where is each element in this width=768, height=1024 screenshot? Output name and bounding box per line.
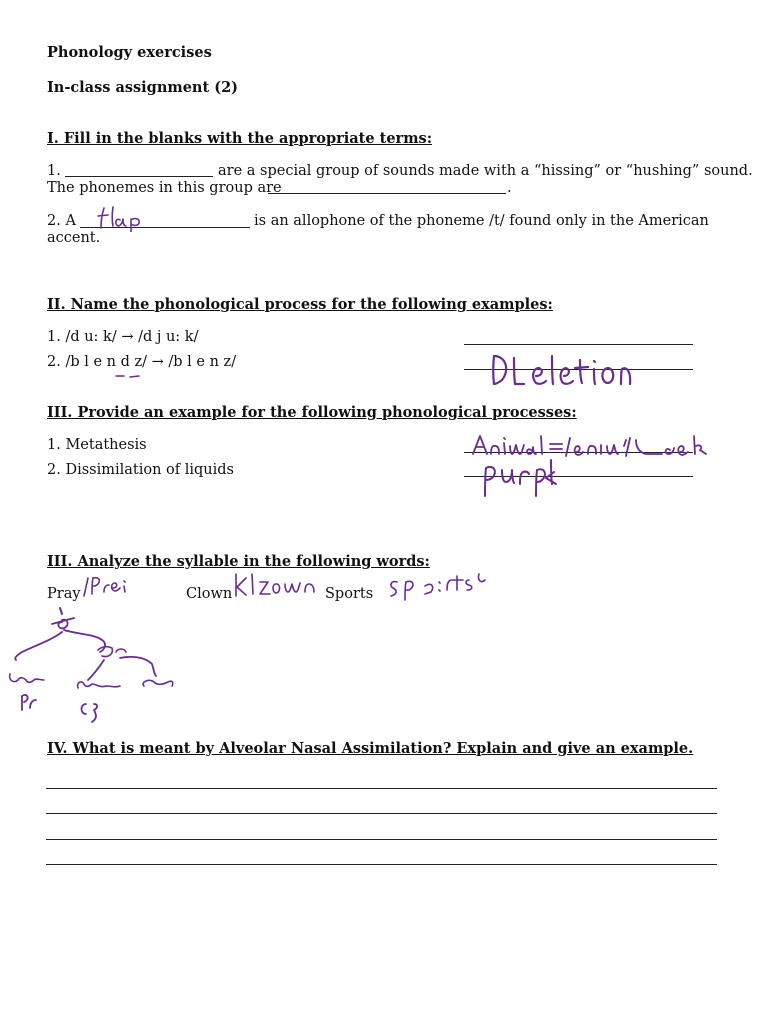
q2-blank[interactable]: [80, 227, 250, 228]
section-3-blank-2[interactable]: [464, 476, 693, 477]
q1-blank-phonemes[interactable]: [268, 193, 506, 194]
answer-line-1[interactable]: [46, 788, 717, 789]
q2-text: is an allophone of the phoneme /t/ found only in the American: [254, 213, 709, 229]
word-pray: Pray: [47, 586, 81, 602]
page-subtitle: In-class assignment (2): [47, 79, 239, 96]
word-pray-handwritten-answer: [82, 574, 132, 600]
section-5-heading: IV. What is meant by Alveolar Nasal Assimilation? Explain and give an example.: [47, 740, 694, 757]
section-1-heading: I. Fill in the blanks with the appropriate terms:: [47, 130, 433, 147]
section-2-item-2: 2. /b l e n d z/ → /b l e n z/: [47, 354, 237, 370]
q2-number: 2. A: [47, 213, 76, 229]
syllable-tree-diagram: [4, 600, 204, 730]
section-4-heading: III. Analyze the syllable in the following words:: [47, 553, 430, 570]
section-2-blank-1[interactable]: [464, 344, 693, 345]
answer-line-2[interactable]: [46, 813, 717, 814]
q1-blank-term[interactable]: [65, 176, 213, 177]
answer-line-3[interactable]: [46, 839, 717, 840]
section-2-item-1: 1. /d u: k/ → /d j u: k/: [47, 329, 199, 345]
word-sports: Sports: [325, 586, 374, 602]
word-sports-handwritten-answer: [385, 566, 489, 602]
word-clown: Clown: [186, 586, 233, 602]
q1-line2: The phonemes in this group are: [47, 180, 282, 196]
q2-line2: accent.: [47, 230, 101, 246]
section-3-handwritten-answer-2: [480, 456, 560, 500]
section-3-item-2: 2. Dissimilation of liquids: [47, 462, 234, 478]
section-3-heading: III. Provide an example for the following phonological processes:: [47, 404, 577, 421]
section-2-heading: II. Name the phonological process for the following examples:: [47, 296, 553, 313]
section-3-handwritten-answer-1: [470, 430, 750, 460]
word-clown-handwritten-answer: [230, 570, 320, 600]
q1-end: .: [507, 180, 512, 196]
section-3-blank-1[interactable]: [464, 452, 693, 453]
answer-line-4[interactable]: [46, 864, 717, 865]
section-2-blank-2[interactable]: [464, 369, 693, 370]
page-title: Phonology exercises: [47, 44, 212, 61]
q1-text: are a special group of sounds made with a “hissing” or “hushing” sound.: [218, 163, 753, 179]
section-3-item-1: 1. Metathesis: [47, 437, 147, 453]
underline-mark: [114, 372, 142, 380]
q1-number: 1.: [47, 163, 61, 179]
